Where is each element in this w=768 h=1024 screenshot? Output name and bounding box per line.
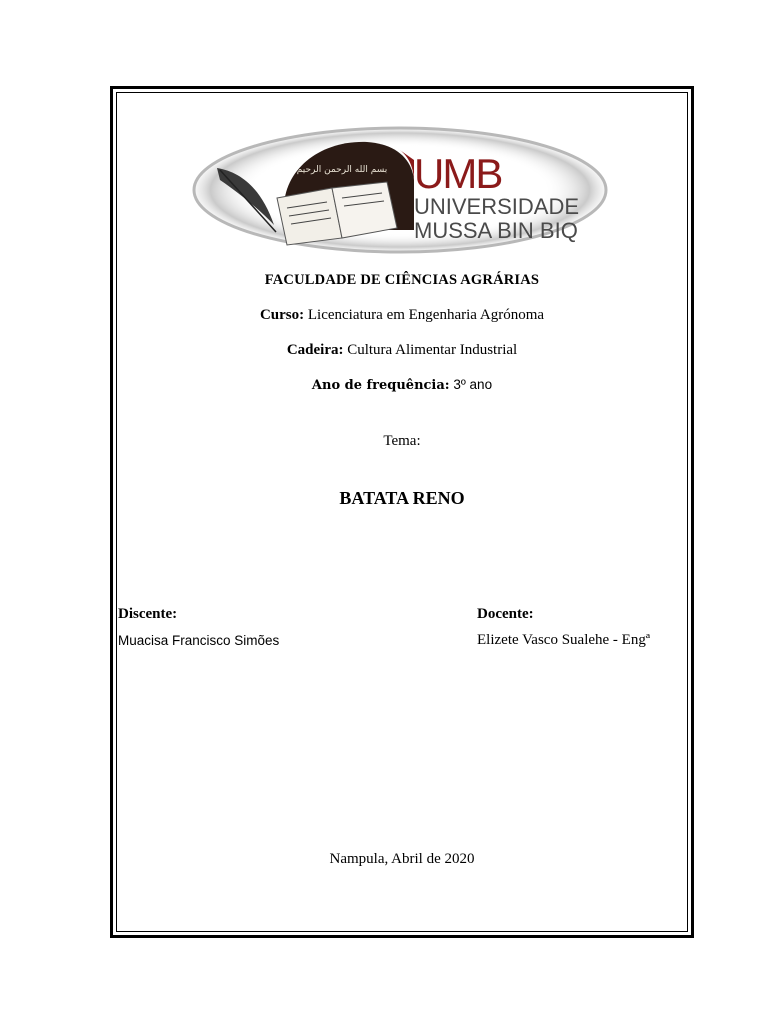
year-label: Ano de frequência:: [311, 378, 450, 393]
student-name: Muacisa Francisco Simões: [118, 633, 280, 648]
teacher-name: Elizete Vasco Sualehe - Engª: [477, 632, 650, 648]
course-row: [110, 307, 694, 324]
university-logo: [192, 120, 608, 260]
teacher-label: Docente:: [477, 606, 534, 622]
document-title: BATATA RENO: [339, 488, 465, 508]
svg-text:بسم الله الرحمن الرحيم: بسم الله الرحمن الرحيم: [296, 165, 388, 175]
teacher-block: [477, 606, 650, 649]
faculty-name: FACULDADE DE CIÊNCIAS AGRÁRIAS: [264, 272, 540, 288]
course-value: Licenciatura em Engenharia Agrónoma: [307, 307, 545, 323]
subject-value: Cultura Alimentar Industrial: [347, 342, 518, 358]
subject-row: [110, 342, 694, 359]
logo-brand: UMB: [414, 150, 502, 197]
year-row: [110, 377, 694, 394]
book-icon: [277, 188, 342, 245]
student-block: [118, 606, 279, 648]
place-date: Nampula, Abril de 2020: [329, 851, 475, 867]
course-label: Curso:: [259, 307, 305, 323]
logo-name-line1: UNIVERSIDADE: [414, 194, 580, 219]
theme-label: Tema:: [383, 433, 421, 449]
subject-label: Cadeira:: [286, 342, 344, 358]
logo-name-line2: MUSSA BIN BIQ: [414, 218, 578, 243]
year-value: 3º ano: [453, 377, 493, 392]
student-label: Discente:: [118, 606, 178, 622]
